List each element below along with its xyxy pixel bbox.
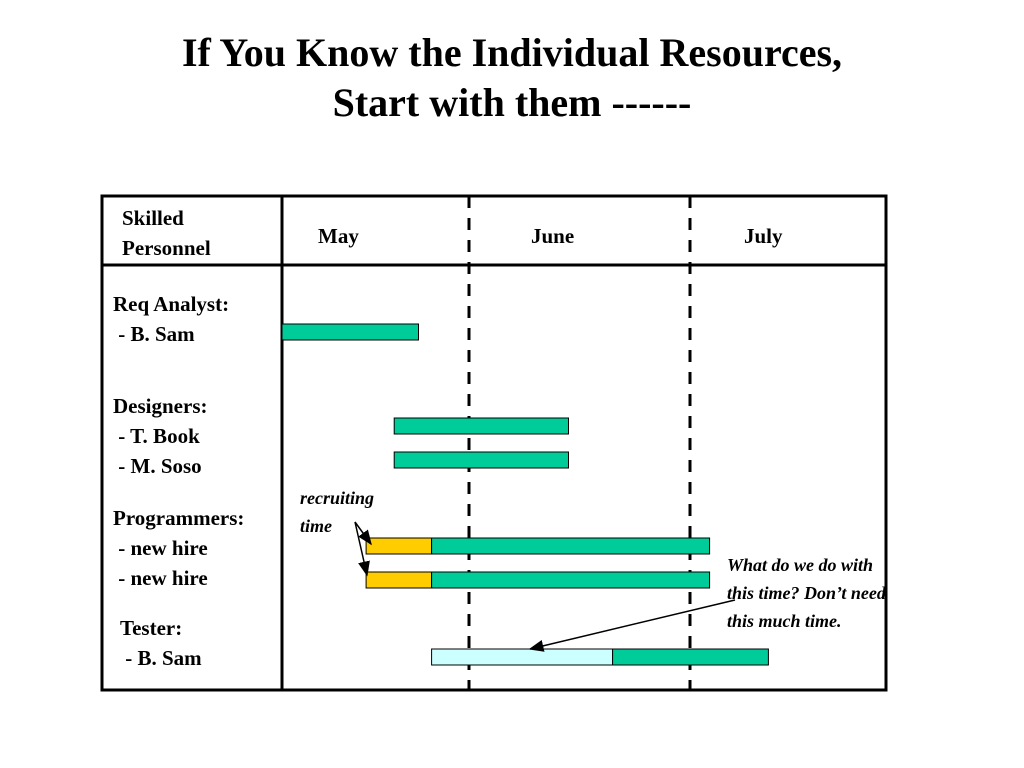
- gantt-bar-work-row-2-seg-0: [394, 452, 568, 468]
- role-label: Designers:: [113, 394, 208, 418]
- corner-header-line-2: Personnel: [122, 236, 211, 260]
- group-designers: [113, 391, 207, 481]
- role-label: Req Analyst:: [113, 292, 230, 316]
- note-line: time: [300, 516, 332, 536]
- month-label-june: June: [531, 224, 575, 248]
- member-label: - new hire: [113, 536, 208, 560]
- gantt-bar-work-row-1-seg-0: [394, 418, 568, 434]
- member-label: - B. Sam: [120, 646, 202, 670]
- role-label: Tester:: [120, 616, 183, 640]
- gantt-bar-work-row-4-seg-1: [432, 572, 710, 588]
- gantt-bar-idle-row-5-seg-0: [432, 649, 613, 665]
- group-req-analyst: [113, 289, 229, 349]
- title-line-2: Start with them ------: [332, 80, 692, 125]
- note-line: What do we do with: [727, 555, 874, 575]
- title-line-1: If You Know the Individual Resources,: [181, 30, 843, 75]
- member-label: - M. Soso: [113, 454, 202, 478]
- gantt-bar-recruiting-row-3-seg-0: [366, 538, 432, 554]
- member-label: - B. Sam: [113, 322, 195, 346]
- note-line: this much time.: [727, 611, 842, 631]
- gantt-bar-work-row-3-seg-1: [432, 538, 710, 554]
- note-line: recruiting: [300, 488, 375, 508]
- corner-header-line-1: Skilled: [122, 206, 184, 230]
- member-label: - new hire: [113, 566, 208, 590]
- month-label-july: July: [744, 224, 783, 248]
- month-label-may: May: [318, 224, 359, 248]
- role-label: Programmers:: [113, 506, 245, 530]
- group-tester: [120, 613, 202, 673]
- question-note: [727, 551, 886, 635]
- group-programmers: [113, 503, 244, 593]
- corner-header: [122, 203, 211, 263]
- gantt-bar-work-row-0-seg-0: [282, 324, 419, 340]
- gantt-bar-recruiting-row-4-seg-0: [366, 572, 432, 588]
- note-line: this time? Don’t need: [727, 583, 886, 603]
- recruiting-time-note: [300, 484, 374, 540]
- gantt-bar-work-row-5-seg-1: [613, 649, 769, 665]
- member-label: - T. Book: [113, 424, 200, 448]
- question-arrow: [530, 600, 735, 649]
